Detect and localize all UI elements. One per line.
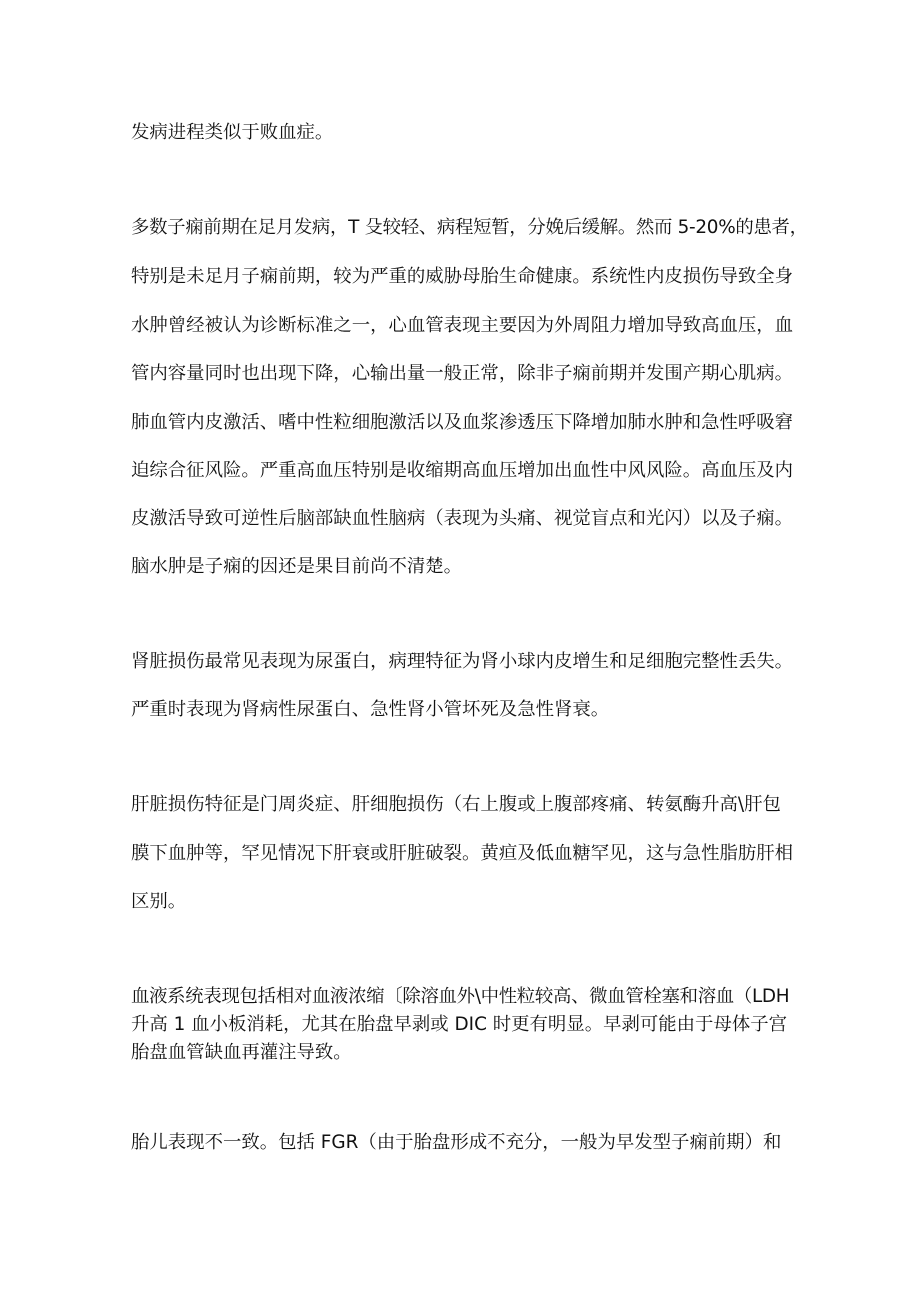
paragraph-4-line-3: 区别。 <box>131 891 187 912</box>
paragraph-6-line-1: 胎儿表现不一致。包括 FGR（由于胎盘形成不充分，一般为早发型子痫前期）和 <box>131 1132 782 1153</box>
paragraph-5-line-2: 升高 1 血小板消耗，尤其在胎盘早剥或 DIC 时更有明显。早剥可能由于母体子宫 <box>131 1014 788 1035</box>
paragraph-2-line-3: 水肿曾经被认为诊断标准之一，心血管表现主要因为外周阻力增加导致高血压，血 <box>131 315 794 336</box>
paragraph-2-line-1: 多数子痫前期在足月发病，T 殳较轻、病程短暂，分娩后缓解。然而 5-20%的患者， <box>131 217 808 238</box>
paragraph-1-line-1: 发病进程类似于败血症。 <box>131 122 334 143</box>
paragraph-4-line-1: 肝脏损伤特征是门周炎症、肝细胞损伤（右上腹或上腹部疼痛、转氨酶升高\肝包 <box>131 794 781 815</box>
paragraph-2-line-4: 管内容量同时也出现下降，心输出量一般正常，除非子痫前期并发围产期心肌病。 <box>131 363 794 384</box>
paragraph-2-line-5: 肺血管内皮激活、嗜中性粒细胞激活以及血浆渗透压下降增加肺水肿和急性呼吸窘 <box>131 412 794 433</box>
paragraph-2-line-6: 迫综合征风险。严重高血压特别是收缩期高血压增加出血性中风风险。高血压及内 <box>131 460 794 481</box>
paragraph-2-line-8: 脑水肿是子痫的因还是果目前尚不清楚。 <box>131 556 463 577</box>
paragraph-5-line-1: 血液系统表现包括相对血液浓缩〔除溶血外\中性粒较高、微血管栓塞和溶血（LDH <box>131 986 790 1007</box>
paragraph-2-line-2: 特别是未足月子痫前期，较为严重的威胁母胎生命健康。系统性内皮损伤导致全身 <box>131 266 794 287</box>
paragraph-5-line-3: 胎盘血管缺血再灌注导致。 <box>131 1042 352 1063</box>
paragraph-2-line-7: 皮激活导致可逆性后脑部缺血性脑病（表现为头痛、视觉盲点和光闪）以及子痫。 <box>131 508 794 529</box>
paragraph-3-line-1: 肾脏损伤最常见表现为尿蛋白，病理特征为肾小球内皮增生和足细胞完整性丢失。 <box>131 651 794 672</box>
paragraph-3-line-2: 严重时表现为肾病性尿蛋白、急性肾小管坏死及急性肾衰。 <box>131 699 610 720</box>
paragraph-4-line-2: 膜下血肿等，罕见情况下肝衰或肝脏破裂。黄疸及低血糖罕见，这与急性脂肪肝相 <box>131 843 794 864</box>
